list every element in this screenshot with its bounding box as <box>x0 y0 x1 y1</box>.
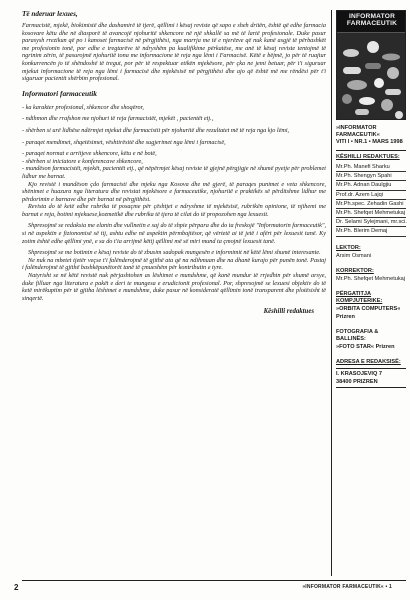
lector-name: Arsim Osmani <box>336 252 372 259</box>
section-subhead: Informatori farmaceutik <box>22 88 97 98</box>
signature: Këshilli redaktues <box>263 308 314 316</box>
greeting: Të nderuar lexues, <box>22 10 78 18</box>
board-list <box>336 163 406 237</box>
body-paragraph: Shpresojmë se redaksia me elanin dhe vullnetin e saj do të shpie përpara dhe do ta freskojë "Informatorin farmaceutik", si në aspektin e fizionomisë së tij, ashtu edhe në aspektin përmbajtësor, që vërtetë ai të jetë i afërt për lexuesit tanë. Ky zotim është edhe qëllimi ynë, e sa do t'ia arrijmë këtij qëllimi më së miri mund ta çmojnë lexuesit tanë. <box>22 222 326 245</box>
list-item: Mr.Ph.spec. Zehadin Gashi <box>336 200 406 209</box>
intro-paragraph: Farmacistë, mjekë, biokimistë dhe dashamirë të tjerë, qëllimi i kësaj reviste që sapo e sheh dritën, është që edhe farmacia kosovare këtu dhe në diasporë të avancojë njohuritë shkencore në një shkallë sa më të lartë profesionale. Duke pasur parasysh rrezikun që po i kanoset farmacisë në përgjithësi, nga marrja me të e njerëzve që nuk kanë asgjë të përbashkët me profesionin tonë, por edhe e tregtarëve të ndryshëm pa kualifikime përkatëse, me anë të kësaj reviste tentojmë të ngrinim zërin, të pasurojmë njohuritë tona me informacione të reja nga lëmi i Farmacisë. Këtë e bëjmë, jo për të ruajtur konkurrencën jo të shëndoshë të tregut, por për të respektuar etikën mjekësore, për çka ne jemi betuar, për t'i siguruar mjekut informacione të reja nga lëmi i farmacisë dhe mjekësisë në përgjithësi dhe ajo që është më me rëndësi për t'i siguruar pacientit shërbim profesional. <box>22 22 326 83</box>
body-paragraph: Ne nuk na mbetet tjetër veçse t'i falënderojmë të gjithë ata që na ndihmuan dhe na dhanë kurajo për punën tonë. Pastaj i falënderojmë të gjithë bashkëpunëtorët tanë të çmueshëm për kontributin e tyre. <box>22 256 326 272</box>
cover-image <box>336 10 406 120</box>
list-item: - ka karakter profesional, shkencor dhe shoqëror, <box>22 103 144 111</box>
list-item: Prof.dr. Azem Lajqi <box>336 191 406 200</box>
list-item: - ndihmon dhe rrafshon me njohuri të reja farmacistët, mjekët , pacientët etj., <box>22 115 214 123</box>
photo-heading: FOTOGRAFIA & BALLINËS: <box>336 328 379 342</box>
column-divider <box>331 10 332 576</box>
corrector-heading: KORREKTOR: <box>336 267 374 274</box>
body-paragraph: Revista do të ketë edhe rubrika të posaçme për çështjet e ndryshme të mjekësisë, rubrikën opinione, të njihemi me barnat e reja, botimi mjekuese,kozmetikë dhe rubrika të tjera të cilat do të propozohen nga lexuesit. <box>22 203 326 218</box>
address-box <box>336 368 406 388</box>
board-heading: KËSHILLI REDAKTUES: <box>336 154 400 160</box>
list-item: Mr.Ph. Shengyn Spahi <box>336 172 406 181</box>
list-item: Mr.Ph. Blerim Demaj <box>336 227 406 236</box>
body-paragraph: Kjo revistë i mundëson çdo farmacisti dhe mjeku nga Kosova dhe më gjerë, të paraqes punimet e veta shkencore, shënimet e huazura nga literatura dhe revistat mjekësore e farmaceutike, njohuritë e praktikës së përditshme lidhur me përdorimin e barnave dhe për barnat në përgjithësi. <box>22 180 326 203</box>
corrector-name: Mr.Ph. Shefqet Mehmetukaj <box>336 275 406 282</box>
body-paragraph: Shpresojmë se me botimin e kësaj reviste do të zbusim sadopak mungesën e informimit në këtë lëmi shumë interesante. <box>28 249 321 257</box>
issue-info: VITI I • NR.1 • MARS 1998 <box>336 139 403 145</box>
editorial-article <box>22 10 326 572</box>
list-item: - mundëson farmacistët, mjekët, pacientët etj., që nëpërmjet kësaj reviste të gjejnë përgjigje në shumë pyetje për problemet lidhur me barnat. <box>22 165 326 180</box>
list-item: Mr.Ph. Manefi Sharku <box>336 163 406 172</box>
page-number: 2 <box>14 583 19 592</box>
address-street: I. KRASOJEVIQ 7 <box>336 370 383 377</box>
magazine-title: »INFORMATOR FARMACEUTIK« <box>336 125 380 138</box>
prep-heading: PËRGATITJA KOMPJUTERIKE: <box>336 290 383 304</box>
address-heading: ADRESA E REDAKSISË: <box>336 358 401 365</box>
pills-photo-icon <box>337 33 406 120</box>
prep-company: »ORBITA COMPUTERS« <box>336 305 401 312</box>
list-item: Mr.Ph. Shefqet Mehmetukaj <box>336 209 406 218</box>
list-item: - shërben si iniciatore e konferencave shkencore, <box>22 157 143 165</box>
body-paragraph: Natyrisht se në këtë revistë nuk përjashtohen as lëshimet e mundshme, që kanë mundur të rrjedhin për shumë arsye, duke filluar nga literatura e pakët e deri te mungesa e erudicionit profesional. Por, shpresojmë se lexuesi objektiv do të ketë mirëkuptim për të gjitha lëshimet e mundshme, duke pasur në konsideratë qëllimin tonë transparent dhe plotësisht të sinqertë. <box>22 272 326 302</box>
photo-company: »FOTO STAR« Prizren <box>336 343 395 350</box>
list-item: - paraqet mendimet, shqetësimet, vështirësitë dhe sugjerimet nga lëmi i farmacisë, <box>22 138 226 146</box>
address-city: 38400 PRIZREN <box>336 378 378 385</box>
list-item: - shërben si urë lidhëse ndërmjet mjekut dhe farmacistit për njohuritë dhe rezultatet më të reja nga kjo lëmi, <box>22 126 290 134</box>
list-item: - paraqet normat e arritjeve shkencore, këtu e në botë, <box>22 150 157 158</box>
cover-masthead: INFORMATOR FARMACEUTIK <box>346 13 398 28</box>
running-title: »INFORMATOR FARMACEUTIK« • 1 <box>302 584 392 590</box>
list-item: Mr.Ph. Adnan Daulgjiu <box>336 181 406 190</box>
masthead-column <box>336 10 406 388</box>
lector-heading: LEKTOR: <box>336 244 361 251</box>
list-item: Dr. Selami Sylejmani, mr.sci. <box>336 218 406 227</box>
prep-city: Prizren <box>336 313 355 320</box>
footer-rule <box>22 580 406 581</box>
